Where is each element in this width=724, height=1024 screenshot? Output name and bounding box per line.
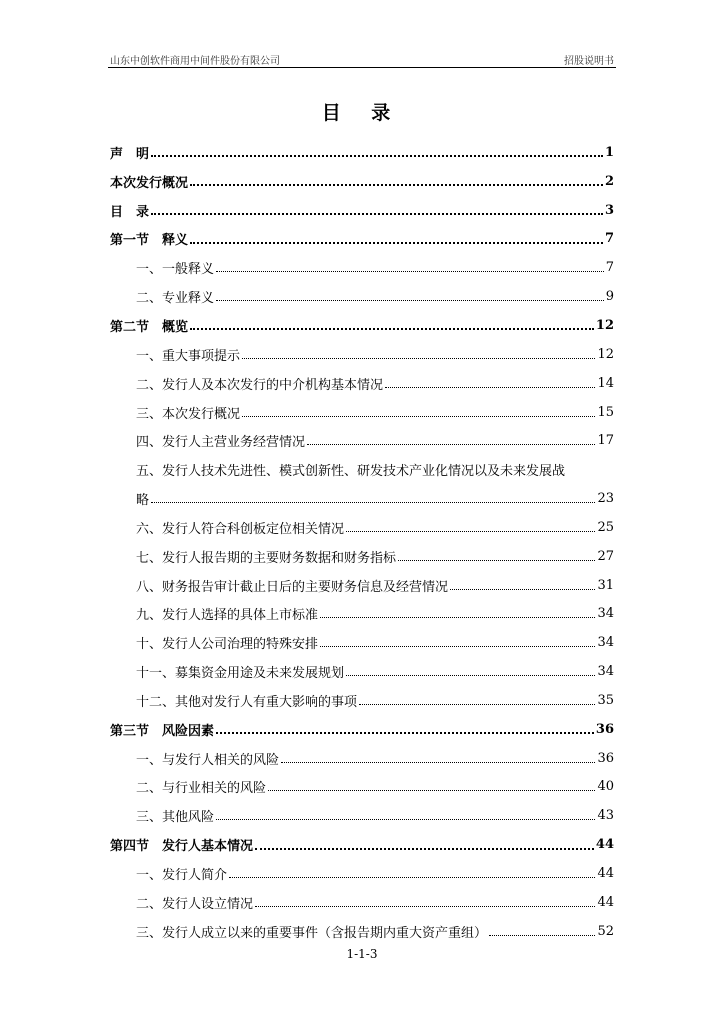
toc-leader-dots	[190, 242, 603, 244]
toc-entry[interactable]	[110, 744, 614, 773]
toc-entry-page: 40	[597, 779, 614, 795]
toc-entry-page: 44	[597, 866, 614, 882]
toc-entry-label: 一、一般释义	[136, 262, 215, 278]
toc-entry-label: 二、与行业相关的风险	[136, 781, 267, 797]
toc-entry[interactable]	[110, 340, 614, 369]
toc-entry-page: 36	[595, 721, 614, 737]
toc-entry[interactable]	[110, 917, 614, 946]
toc-entry[interactable]	[110, 369, 614, 398]
toc-entry[interactable]	[110, 773, 614, 802]
toc-entry-page: 17	[597, 433, 614, 449]
toc-entry[interactable]	[110, 801, 614, 830]
toc-entry[interactable]	[110, 138, 614, 167]
toc-leader-dots	[255, 906, 595, 907]
toc-leader-dots	[216, 819, 595, 820]
toc-entry-label: 十二、其他对发行人有重大影响的事项	[136, 694, 358, 710]
toc-entry-page: 3	[604, 202, 614, 218]
toc-entry-page: 15	[597, 404, 614, 420]
toc-entry-page: 36	[597, 750, 614, 766]
toc-entry[interactable]	[110, 196, 614, 225]
header-company: 山东中创软件商用中间件股份有限公司	[110, 56, 280, 67]
toc-entry-label: 三、其他风险	[136, 810, 215, 826]
toc-entry[interactable]	[110, 657, 614, 686]
toc-leader-dots	[346, 675, 595, 676]
toc-leader-dots	[489, 935, 595, 936]
toc-entry[interactable]	[110, 628, 614, 657]
toc-entry-label: 四、发行人主营业务经营情况	[136, 435, 306, 451]
toc-entry-page: 44	[595, 837, 614, 853]
toc-entry-label: 第二节 概览	[110, 319, 189, 335]
toc-entry-label: 二、发行人设立情况	[136, 896, 254, 912]
toc-entry-label: 六、发行人符合科创板定位相关情况	[136, 521, 345, 537]
page-number: 1-1-3	[346, 947, 378, 961]
toc-entry-label: 第四节 发行人基本情况	[110, 839, 254, 855]
toc-entry[interactable]	[110, 282, 614, 311]
toc-entry-label: 一、发行人简介	[136, 868, 228, 884]
toc-entry-page: 14	[597, 375, 614, 391]
toc-entry-page: 12	[597, 346, 614, 362]
toc-entry[interactable]	[110, 571, 614, 600]
toc-entry[interactable]	[110, 225, 614, 254]
toc-entry-label: 本次发行概况	[110, 175, 189, 191]
toc-entry[interactable]	[110, 600, 614, 629]
toc-entry-page: 52	[597, 923, 614, 939]
toc-leader-dots	[281, 762, 595, 763]
toc-entry[interactable]	[110, 715, 614, 744]
toc-leader-dots	[229, 877, 595, 878]
toc-entry-page: 2	[604, 173, 614, 189]
toc-entry-label: 三、本次发行概况	[136, 406, 241, 422]
toc-entry[interactable]	[110, 311, 614, 340]
toc-entry-label: 九、发行人选择的具体上市标准	[136, 608, 319, 624]
toc-entry-label: 一、重大事项提示	[136, 348, 241, 364]
toc-leader-dots	[151, 155, 603, 157]
toc-entry-page: 34	[597, 635, 614, 651]
toc-entry[interactable]	[110, 398, 614, 427]
toc-leader-dots	[268, 790, 595, 791]
toc-entry-page: 25	[597, 519, 614, 535]
toc-entry-label: 三、发行人成立以来的重要事件（含报告期内重大资产重组）	[136, 925, 488, 941]
toc-entry[interactable]	[110, 859, 614, 888]
toc-entry[interactable]	[110, 253, 614, 282]
table-of-contents	[110, 138, 614, 946]
toc-entry-page: 23	[597, 491, 614, 507]
page-header	[108, 52, 616, 66]
toc-leader-dots	[450, 589, 595, 590]
header-doc-type: 招股说明书	[564, 56, 614, 67]
toc-entry-label: 声 明	[110, 146, 150, 162]
toc-entry-page: 9	[605, 289, 614, 305]
toc-entry[interactable]	[110, 513, 614, 542]
toc-entry-label: 五、发行人技术先进性、模式创新性、研发技术产业化情况以及未来发展战	[136, 464, 566, 480]
toc-entry[interactable]	[110, 686, 614, 715]
toc-entry-page: 43	[597, 808, 614, 824]
toc-leader-dots	[216, 732, 594, 734]
toc-leader-dots	[398, 560, 595, 561]
toc-entry-label: 七、发行人报告期的主要财务数据和财务指标	[136, 550, 397, 566]
toc-leader-dots	[242, 416, 595, 417]
toc-leader-dots	[320, 646, 595, 647]
toc-entry-page: 1	[604, 144, 614, 160]
toc-entry[interactable]	[110, 888, 614, 917]
toc-leader-dots	[190, 328, 594, 330]
toc-entry-page: 27	[597, 548, 614, 564]
toc-entry-label: 十、发行人公司治理的特殊安排	[136, 637, 319, 653]
toc-leader-dots	[346, 531, 595, 532]
toc-entry-label: 一、与发行人相关的风险	[136, 752, 280, 768]
header-rule	[108, 67, 616, 68]
toc-entry[interactable]	[110, 830, 614, 859]
toc-entry-label: 第一节 释义	[110, 233, 189, 249]
toc-entry-label: 二、发行人及本次发行的中介机构基本情况	[136, 377, 384, 393]
toc-entry-page: 12	[595, 317, 614, 333]
toc-entry-label: 二、专业释义	[136, 291, 215, 307]
toc-entry-label: 十一、募集资金用途及未来发展规划	[136, 666, 345, 682]
toc-leader-dots	[255, 848, 594, 850]
toc-entry-page: 34	[597, 664, 614, 680]
toc-leader-dots	[320, 617, 595, 618]
toc-entry-page: 31	[597, 577, 614, 593]
toc-leader-dots	[151, 213, 603, 215]
toc-leader-dots	[190, 184, 603, 186]
toc-leader-dots	[216, 300, 604, 301]
toc-leader-dots	[385, 387, 595, 388]
toc-entry-label: 第三节 风险因素	[110, 723, 215, 739]
toc-entry[interactable]	[110, 542, 614, 571]
toc-entry-page: 44	[597, 894, 614, 910]
toc-leader-dots	[359, 704, 595, 705]
toc-entry[interactable]	[110, 455, 614, 484]
toc-entry-page: 7	[604, 231, 614, 247]
toc-entry[interactable]	[110, 167, 614, 196]
toc-leader-dots	[242, 358, 595, 359]
toc-entry-label: 八、财务报告审计截止日后的主要财务信息及经营情况	[136, 579, 449, 595]
toc-entry-label: 略	[136, 493, 150, 509]
toc-entry[interactable]	[110, 484, 614, 513]
toc-leader-dots	[307, 444, 595, 445]
toc-entry-label: 目 录	[110, 204, 150, 220]
toc-entry-page: 7	[605, 260, 614, 276]
toc-entry-page: 34	[597, 606, 614, 622]
toc-leader-dots	[151, 502, 595, 503]
toc-entry[interactable]	[110, 426, 614, 455]
toc-entry-page: 35	[597, 692, 614, 708]
toc-leader-dots	[216, 271, 604, 272]
toc-title: 目 录	[321, 102, 403, 124]
